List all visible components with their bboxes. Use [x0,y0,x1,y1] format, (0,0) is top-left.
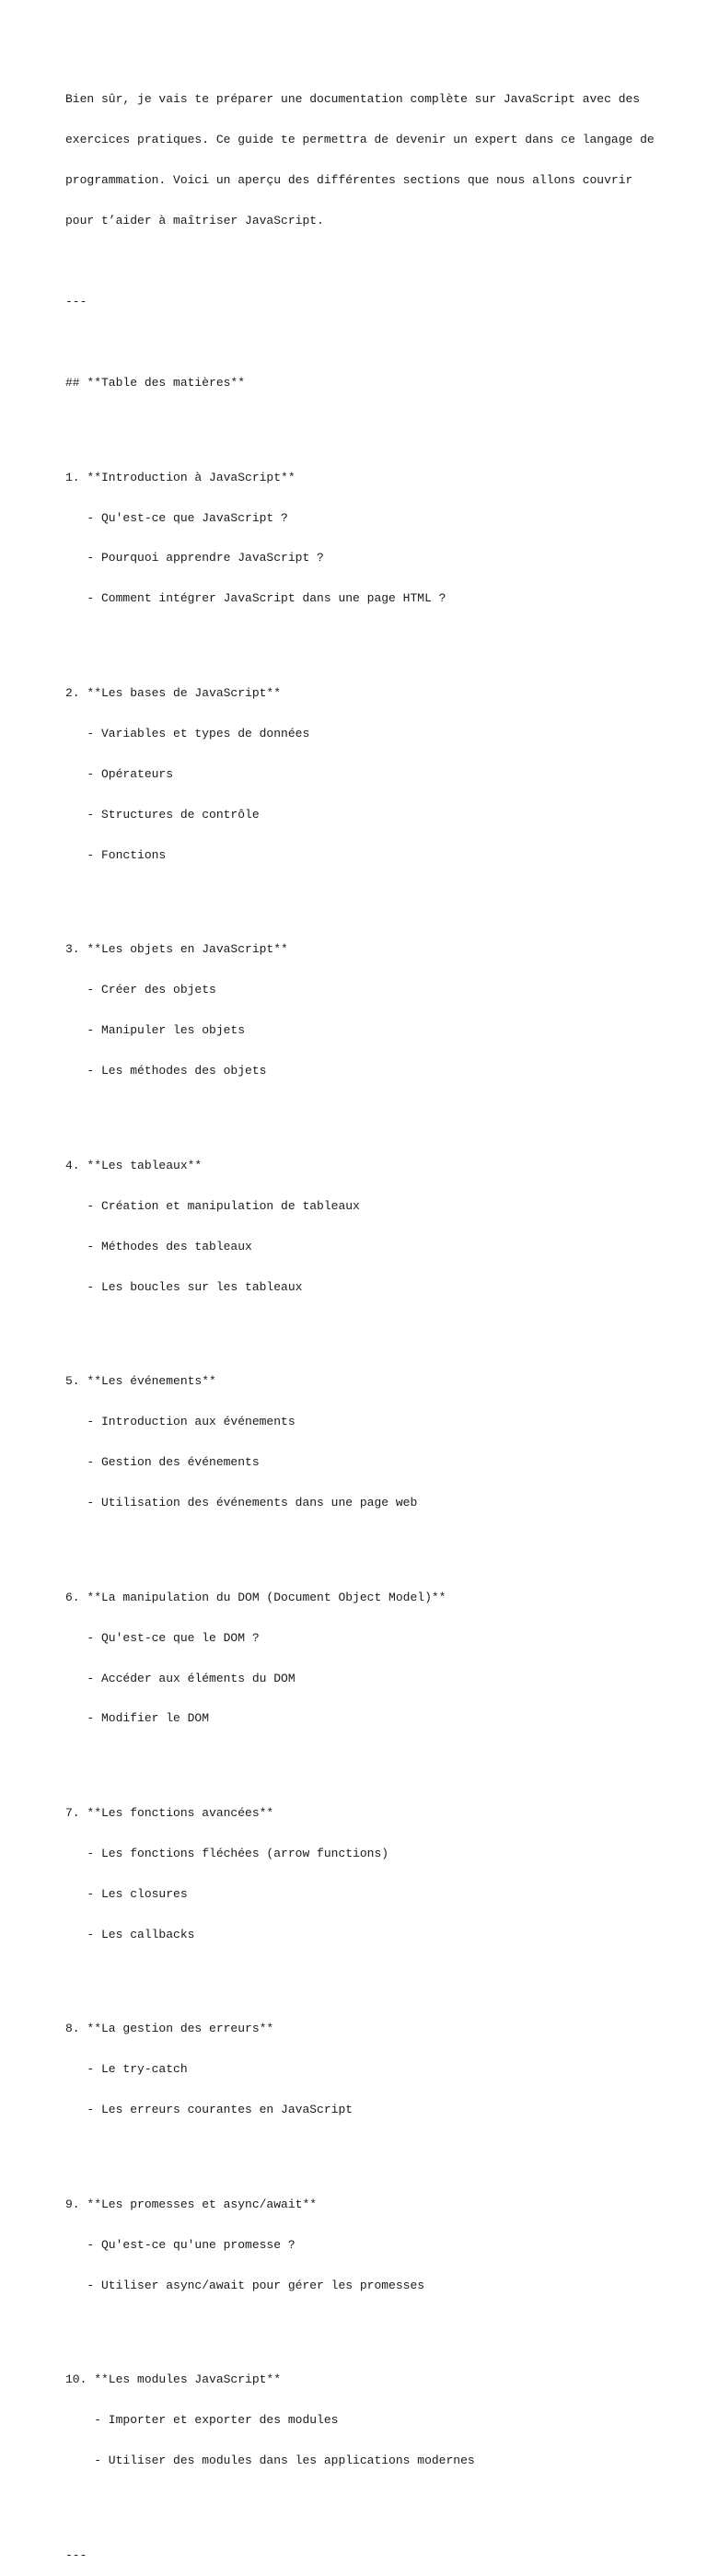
toc-section-7-title: 7. **Les fonctions avancées** [65,1806,274,1821]
toc-section-10-title: 10. **Les modules JavaScript** [65,2372,282,2387]
blank-line [65,2495,691,2509]
blank-line [65,1105,691,1119]
toc-section-5-item: - Introduction aux événements [65,1415,296,1429]
blank-line [65,2144,691,2158]
document-page [65,66,691,2576]
toc-section-1-item: - Pourquoi apprendre JavaScript ? [65,551,324,565]
toc-section-2-item: - Fonctions [65,847,167,862]
toc-section-3-item: - Manipuler les objets [65,1023,246,1038]
blank-line [65,890,691,903]
blank-line [65,1322,691,1335]
toc-section-9-item: - Qu'est-ce qu'une promesse ? [65,2237,296,2252]
toc-section-4-item: - Les boucles sur les tableaux [65,1279,303,1294]
toc-section-2-item: - Variables et types de données [65,726,310,740]
toc-heading: ## **Table des matières** [65,375,246,390]
toc-section-5-item: - Gestion des événements [65,1455,260,1470]
toc-section-10-item: - Utiliser des modules dans les applications modernes [65,2454,475,2468]
blank-line [65,2320,691,2334]
toc-section-8-title: 8. **La gestion des erreurs** [65,2022,274,2036]
toc-section-3-item: - Créer des objets [65,983,216,997]
horizontal-rule: --- [65,295,87,309]
toc-section-6-item: - Accéder aux éléments du DOM [65,1671,296,1685]
intro-line-4: pour t’aider à maîtriser JavaScript. [65,214,324,228]
toc-section-7-item: - Les callbacks [65,1927,195,1941]
toc-section-5-item: - Utilisation des événements dans une page web [65,1496,418,1510]
toc-section-7-item: - Les closures [65,1886,188,1901]
toc-section-7-item: - Les fonctions fléchées (arrow functions) [65,1846,389,1860]
blank-line [65,336,691,350]
toc-section-9-title: 9. **Les promesses et async/await** [65,2197,318,2211]
intro-line-3: programmation. Voici un aperçu des différentes sections que nous allons couvrir [65,173,633,188]
toc-section-4-item: - Méthodes des tableaux [65,1239,252,1253]
blank-line [65,255,691,269]
toc-section-1-item: - Comment intégrer JavaScript dans une page HTML ? [65,591,446,606]
blank-line [65,633,691,647]
toc-section-9-item: - Utiliser async/await pour gérer les promesses [65,2278,425,2292]
toc-section-2-item: - Structures de contrôle [65,807,260,822]
toc-section-4-title: 4. **Les tableaux** [65,1158,203,1172]
blank-line [65,1537,691,1551]
toc-section-3-title: 3. **Les objets en JavaScript** [65,942,288,957]
toc-section-4-item: - Création et manipulation de tableaux [65,1198,360,1213]
toc-section-1-item: - Qu'est-ce que JavaScript ? [65,510,288,525]
blank-line [65,417,691,431]
toc-section-6-item: - Modifier le DOM [65,1711,210,1726]
toc-section-10-item: - Importer et exporter des modules [65,2413,339,2428]
blank-line [65,1753,691,1766]
horizontal-rule: --- [65,2547,87,2562]
toc-section-6-title: 6. **La manipulation du DOM (Document Object Model)** [65,1590,446,1604]
toc-section-3-item: - Les méthodes des objets [65,1064,267,1078]
toc-section-2-item: - Opérateurs [65,766,174,781]
toc-section-8-item: - Le try-catch [65,2062,188,2077]
toc-section-6-item: - Qu'est-ce que le DOM ? [65,1630,260,1645]
toc-section-1-title: 1. **Introduction à JavaScript** [65,470,296,484]
toc-section-5-title: 5. **Les événements** [65,1374,216,1389]
toc-section-8-item: - Les erreurs courantes en JavaScript [65,2103,354,2117]
toc-section-2-title: 2. **Les bases de JavaScript** [65,685,282,700]
blank-line [65,1969,691,1983]
intro-line-1: Bien sûr, je vais te préparer une documentation complète sur JavaScript avec des [65,92,641,107]
intro-line-2: exercices pratiques. Ce guide te permettra de devenir un expert dans ce langage de [65,133,655,147]
